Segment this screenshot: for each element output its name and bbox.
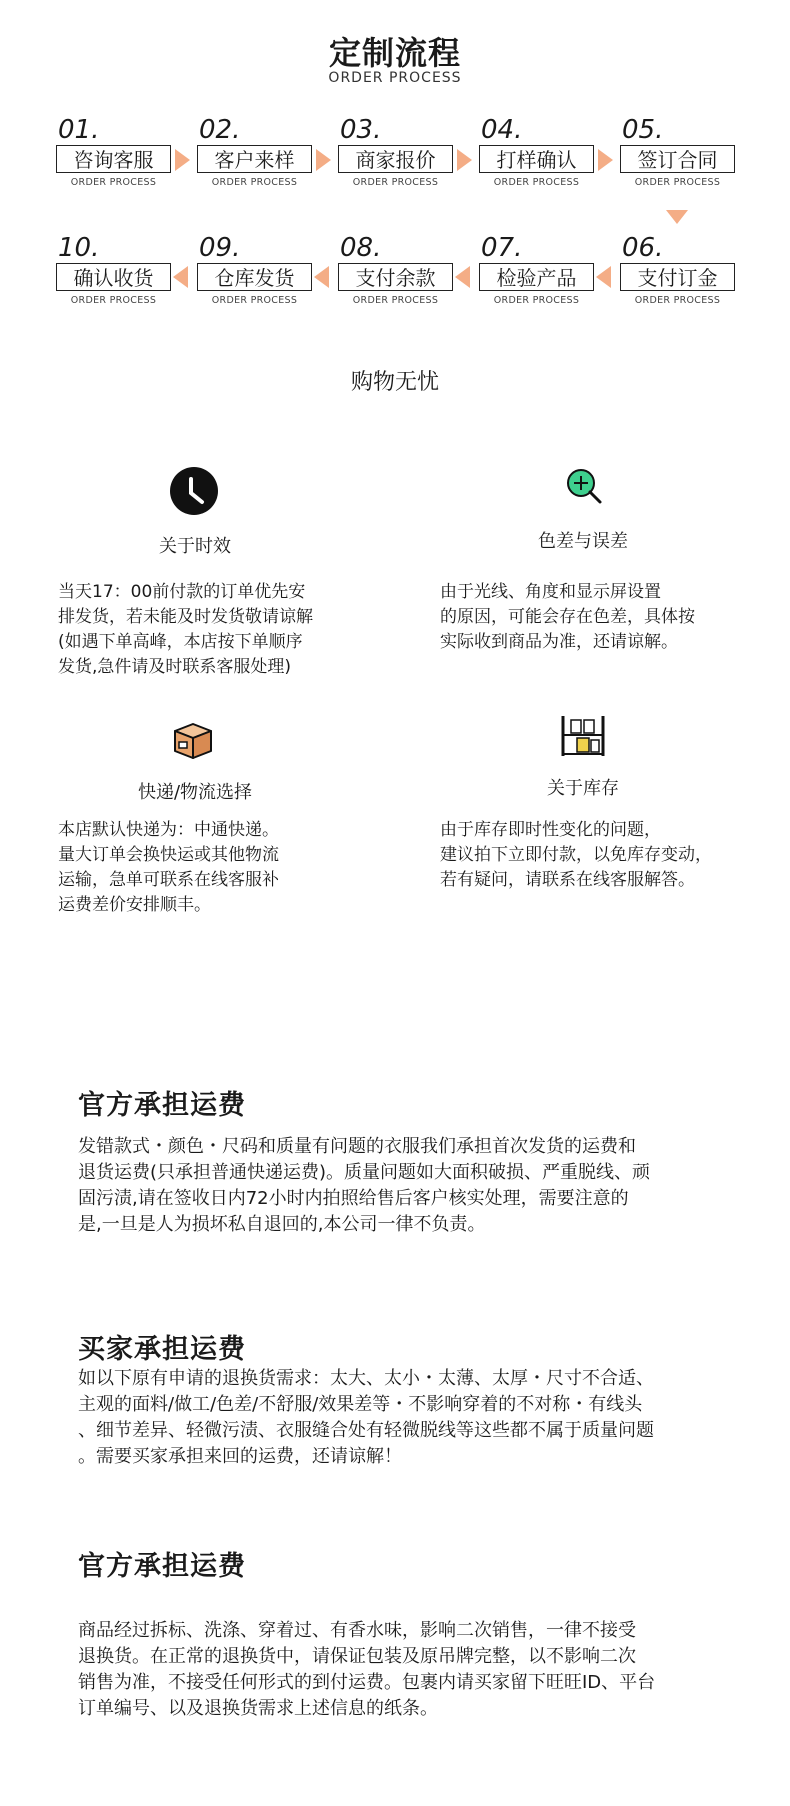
arrow-left-icon xyxy=(455,266,470,288)
step-number: 06. xyxy=(622,233,664,263)
step-caption: ORDER PROCESS xyxy=(634,295,721,306)
step-caption: ORDER PROCESS xyxy=(211,177,298,188)
policy-title-official-1: 官方承担运费 xyxy=(78,1090,246,1121)
step-caption: ORDER PROCESS xyxy=(493,177,580,188)
feature-text-shipping: 本店默认快递为：中通快递。 量大订单会换快运或其他物流 运输，急单可联系在线客服补 运费差价安排顺丰。 xyxy=(58,820,279,915)
step-number: 04. xyxy=(481,115,523,145)
policy-text-official-1: 发错款式・颜色・尺码和质量有问题的衣服我们承担首次发货的运费和 退货运费(只承担普通快递运费)。质量问题如大面积破损、严重脱线、顽 固污渍,请在签收日内72小时内拍照给售后客户核实处理，需要注意的 是,一旦是人为损坏私自退回的,本公司一律不负责。 xyxy=(78,1136,651,1235)
step-caption: ORDER PROCESS xyxy=(352,295,439,306)
step-label: 确认收货 xyxy=(56,263,171,291)
step-caption: ORDER PROCESS xyxy=(70,295,157,306)
arrow-right-icon xyxy=(598,149,613,171)
policy-title-official-2: 官方承担运费 xyxy=(78,1551,246,1582)
step-caption: ORDER PROCESS xyxy=(211,295,298,306)
step-label: 客户来样 xyxy=(197,145,312,173)
step-caption: ORDER PROCESS xyxy=(493,295,580,306)
step-caption: ORDER PROCESS xyxy=(634,177,721,188)
step-number: 09. xyxy=(199,233,241,263)
step-label: 咨询客服 xyxy=(56,145,171,173)
process-step-03 xyxy=(338,117,453,188)
step-label: 签订合同 xyxy=(620,145,735,173)
process-step-09 xyxy=(197,235,312,306)
feature-title-color-diff: 色差与误差 xyxy=(538,531,628,552)
step-number: 01. xyxy=(58,115,100,145)
process-step-01 xyxy=(56,117,171,188)
section-title-worry-free: 购物无忧 xyxy=(350,370,439,395)
process-step-08 xyxy=(338,235,453,306)
step-number: 02. xyxy=(199,115,241,145)
feature-text-timing: 当天17：00前付款的订单优先安 排发货，若未能及时发货敬请谅解 (如遇下单高峰，本店按下单顺序 发货,急件请及时联系客服处理) xyxy=(58,582,313,677)
arrow-right-icon xyxy=(316,149,331,171)
policy-text-official-2: 商品经过拆标、洗涤、穿着过、有香水味，影响二次销售，一律不接受 退换货。在正常的退换货中，请保证包装及原吊牌完整，以不影响二次 销售为准，不接受任何形式的到付运费。包裹内请买家留下旺旺ID、平台 订单编号、以及退换货需求上述信息的纸条。 xyxy=(78,1620,656,1719)
warehouse-shelf-icon xyxy=(560,714,606,758)
step-label: 支付订金 xyxy=(620,263,735,291)
step-label: 打样确认 xyxy=(479,145,594,173)
arrow-down-icon xyxy=(666,210,688,224)
feature-title-shipping: 快递/物流选择 xyxy=(137,782,253,803)
feature-text-stock: 由于库存即时性变化的问题， 建议拍下立即付款，以免库存变动， 若有疑问，请联系在线客服解答。 xyxy=(440,820,712,890)
page-title: 定制流程 xyxy=(328,34,461,72)
policy-text-buyer: 如以下原有申请的退换货需求：太大、太小・太薄、太厚・尺寸不合适、 主观的面料/做工/色差/不舒服/效果差等・不影响穿着的不对称・有线头 、细节差异、轻微污渍、衣服缝合处有轻微脱线等这些都不属于质量问题 。需要买家承担来回的运费，还请谅解！ xyxy=(78,1368,654,1467)
arrow-left-icon xyxy=(596,266,611,288)
step-label: 检验产品 xyxy=(479,263,594,291)
magnifier-plus-icon xyxy=(564,466,604,506)
policy-title-buyer: 买家承担运费 xyxy=(78,1334,246,1365)
step-label: 商家报价 xyxy=(338,145,453,173)
arrow-right-icon xyxy=(175,149,190,171)
arrow-left-icon xyxy=(173,266,188,288)
arrow-right-icon xyxy=(457,149,472,171)
arrow-left-icon xyxy=(314,266,329,288)
feature-text-color-diff: 由于光线、角度和显示屏设置 的原因，可能会存在色差，具体按 实际收到商品为准，还请谅解。 xyxy=(440,582,695,652)
process-step-02 xyxy=(197,117,312,188)
step-caption: ORDER PROCESS xyxy=(352,177,439,188)
clock-icon xyxy=(169,466,219,516)
process-step-06 xyxy=(620,235,735,306)
step-caption: ORDER PROCESS xyxy=(70,177,157,188)
feature-title-timing: 关于时效 xyxy=(159,536,231,557)
process-step-10 xyxy=(56,235,171,306)
process-step-05 xyxy=(620,117,735,188)
step-number: 07. xyxy=(481,233,523,263)
step-number: 08. xyxy=(340,233,382,263)
feature-title-stock: 关于库存 xyxy=(547,778,619,799)
step-number: 05. xyxy=(622,115,664,145)
step-label: 仓库发货 xyxy=(197,263,312,291)
page-subtitle: ORDER PROCESS xyxy=(328,70,462,86)
process-step-04 xyxy=(479,117,594,188)
step-label: 支付余款 xyxy=(338,263,453,291)
package-box-icon xyxy=(172,721,214,761)
step-number: 03. xyxy=(340,115,382,145)
process-step-07 xyxy=(479,235,594,306)
step-number: 10. xyxy=(58,233,100,263)
